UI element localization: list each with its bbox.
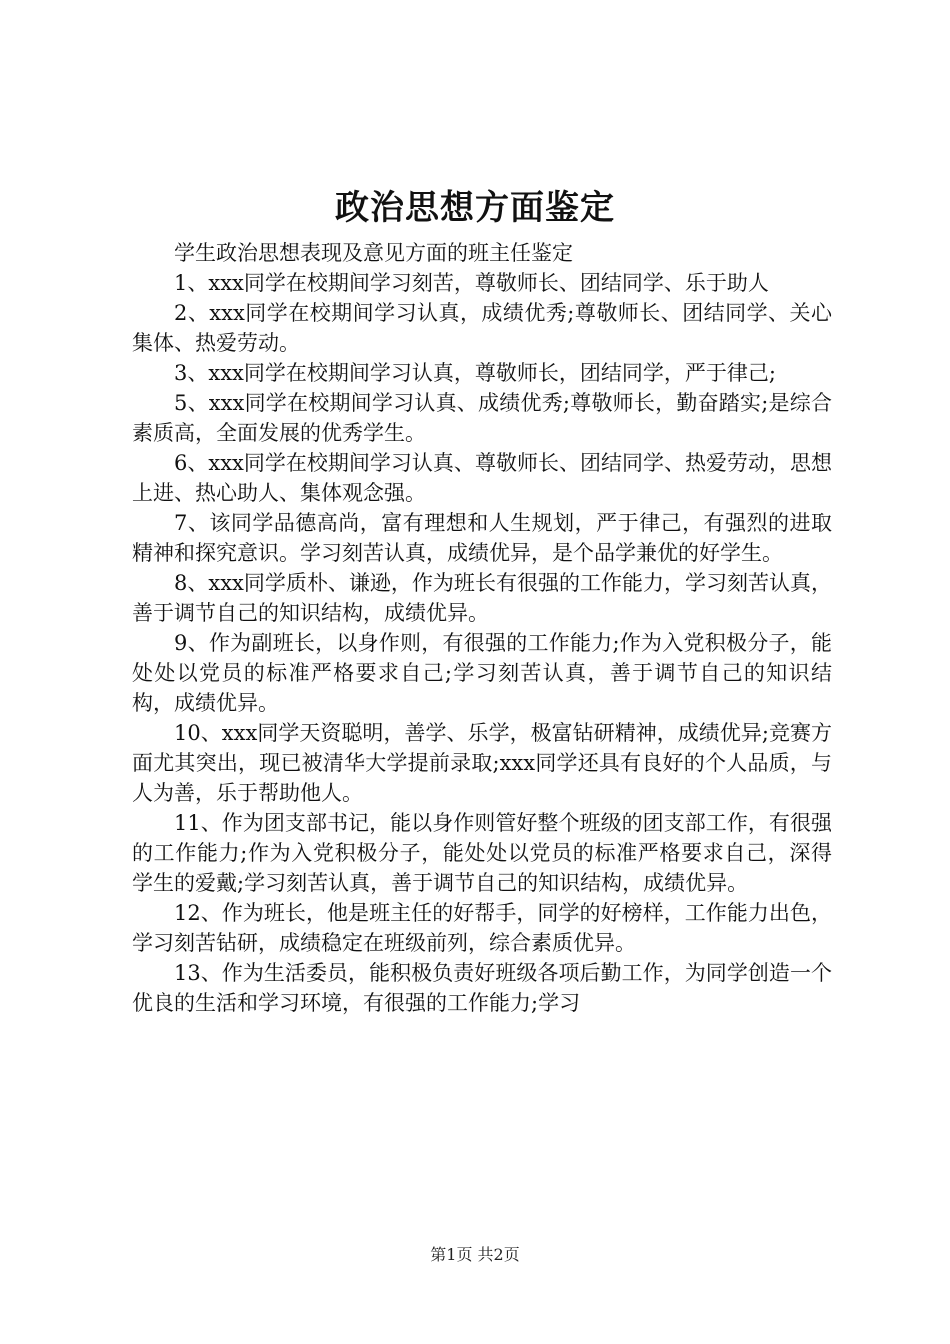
paragraph-item-13: 13、作为生活委员，能积极负责好班级各项后勤工作，为同学创造一个优良的生活和学习环境，有很强的工作能力;学习 (132, 961, 832, 1015)
paragraph-intro: 学生政治思想表现及意见方面的班主任鉴定 (174, 241, 573, 265)
paragraph-item-11: 11、作为团支部书记，能以身作则管好整个班级的团支部工作，有很强的工作能力;作为入党积极分子，能处处以党员的标准严格要求自己，深得学生的爱戴;学习刻苦认真，善于调节自己的知识结构，成绩优异。 (132, 811, 832, 895)
paragraph-item-9: 9、作为副班长，以身作则，有很强的工作能力;作为入党积极分子，能处处以党员的标准严格要求自己;学习刻苦认真，善于调节自己的知识结构，成绩优异。 (132, 631, 832, 715)
document-body (132, 238, 832, 1018)
paragraph-item-12: 12、作为班长，他是班主任的好帮手，同学的好榜样，工作能力出色，学习刻苦钻研，成绩稳定在班级前列，综合素质优异。 (132, 901, 832, 955)
paragraph-item-8: 8、xxx同学质朴、谦逊，作为班长有很强的工作能力，学习刻苦认真，善于调节自己的知识结构，成绩优异。 (132, 571, 832, 625)
paragraph-item-2: 2、xxx同学在校期间学习认真，成绩优秀;尊敬师长、团结同学、关心集体、热爱劳动。 (132, 301, 832, 355)
paragraph-item-6: 6、xxx同学在校期间学习认真、尊敬师长、团结同学、热爱劳动，思想上进、热心助人、集体观念强。 (132, 451, 832, 505)
paragraph-item-10: 10、xxx同学天资聪明，善学、乐学，极富钻研精神，成绩优异;竞赛方面尤其突出，现已被清华大学提前录取;xxx同学还具有良好的个人品质，与人为善，乐于帮助他人。 (132, 721, 832, 805)
document-title: 政治思想方面鉴定 (335, 188, 615, 228)
paragraph-item-3: 3、xxx同学在校期间学习认真，尊敬师长，团结同学，严于律己; (174, 361, 776, 385)
page-footer: 第1页 共2页 (430, 1245, 520, 1264)
paragraph-item-7: 7、该同学品德高尚，富有理想和人生规划，严于律己，有强烈的进取精神和探究意识。学习刻苦认真，成绩优异，是个品学兼优的好学生。 (132, 511, 832, 565)
paragraph-item-1: 1、xxx同学在校期间学习刻苦，尊敬师长、团结同学、乐于助人 (174, 271, 769, 295)
paragraph-item-5: 5、xxx同学在校期间学习认真、成绩优秀;尊敬师长，勤奋踏实;是综合素质高，全面发展的优秀学生。 (132, 391, 832, 445)
